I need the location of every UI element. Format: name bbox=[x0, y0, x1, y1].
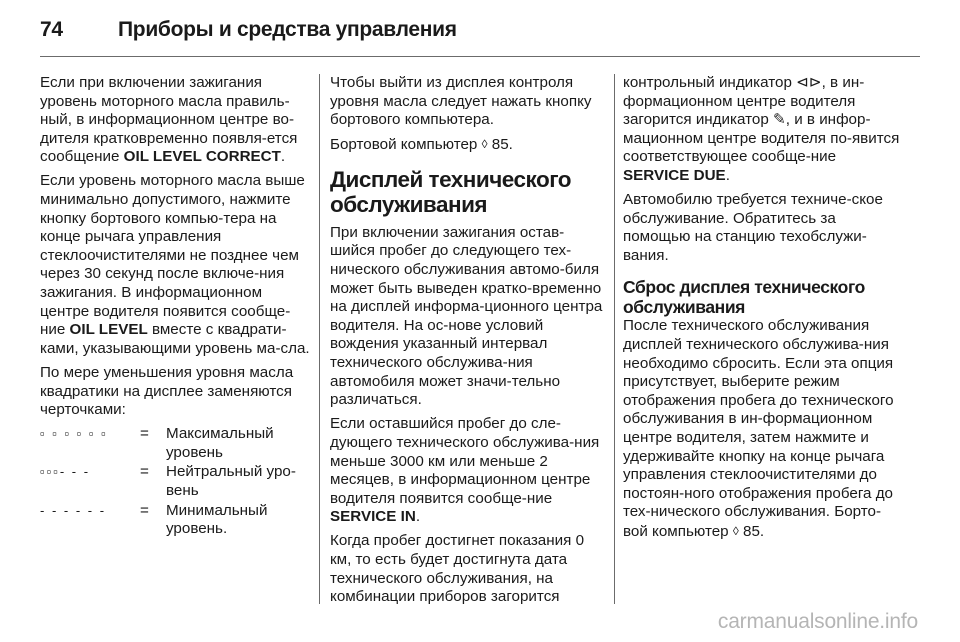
oil-level-paragraph: Если уровень моторного масла выше минимально допустимого, нажмите кнопку бортового компью-тера на конце рычага управления стеклоочистителями не позднее чем через 30 секунд после включе-ния зажигания. В информационном центре водителя появится сообще-ние OIL LEVEL вместе с квадрати-ками, указывающими уровень ма-сла. bbox=[40, 172, 310, 357]
mileage-zero-paragraph: Когда пробег достигнет показания 0 км, то есть будет достигнута дата технического обслуживания, на комбинации приборов загорится bbox=[330, 532, 585, 606]
column-1 bbox=[40, 74, 310, 540]
oil-level-correct-message: OIL LEVEL CORRECT bbox=[123, 148, 281, 166]
board-computer-reference: Бортовой компьютер ◊ 85. bbox=[330, 136, 513, 154]
legend-symbol: - - - - - - bbox=[40, 502, 107, 518]
legend-description: Нейтральный уро-вень bbox=[166, 463, 296, 499]
watermark: carmanualsonline.info bbox=[717, 610, 918, 633]
column-divider-1 bbox=[319, 74, 320, 604]
section-heading-reset: Сброс дисплея технического обслуживания bbox=[623, 277, 865, 318]
legend-row: ▫ ▫ ▫ ▫ ▫ ▫ = Максимальный уровень bbox=[40, 425, 310, 462]
page-reference-icon: ◊ bbox=[481, 137, 488, 152]
oil-level-legend bbox=[40, 425, 310, 539]
service-in-message: SERVICE IN bbox=[330, 508, 416, 526]
exit-display-paragraph: Чтобы выйти из дисплея контроля уровня масла следует нажать кнопку бортового компьютера. bbox=[330, 74, 592, 129]
header-divider bbox=[40, 56, 920, 57]
page-number: 74 bbox=[40, 18, 63, 41]
legend-symbol: ▫▫▫- - - bbox=[40, 464, 91, 480]
service-due-paragraph: контрольный индикатор ⊲⊳, в ин-формационном центре водителя загорится индикатор ✎, и в инфор-мационном центре водителя по-явится соответствующее сообще-ние SERVICE DUE. bbox=[623, 74, 900, 184]
section-heading-service-display: Дисплей технического обслуживания bbox=[330, 166, 572, 217]
service-due-message: SERVICE DUE bbox=[623, 166, 726, 184]
service-in-paragraph: Если оставшийся пробег до сле-дующего технического обслужива-ния меньше 3000 км или меньше 2 месяцев, в информационном центре водителя появится сообще-ние SERVICE IN. bbox=[330, 415, 600, 526]
service-indicator-icon: ⊲⊳ bbox=[796, 74, 822, 91]
page-title: Приборы и средства управления bbox=[118, 18, 457, 41]
oil-level-correct-paragraph: Если при включении зажигания уровень моторного масла правиль-ный, в информационном центре во-дителя кратковременно появля-ется сообщение OIL LEVEL CORRECT. bbox=[40, 74, 298, 166]
column-divider-2 bbox=[614, 74, 615, 604]
legend-row: ▫▫▫- - - = Нейтральный уро-вень bbox=[40, 463, 310, 500]
legend-row: - - - - - - = Минимальный уровень. bbox=[40, 502, 310, 539]
service-required-paragraph: Автомобилю требуется техниче-ское обслуживание. Обратитесь за помощью на станцию техобслужи-вания. bbox=[623, 191, 883, 264]
oil-level-message: OIL LEVEL bbox=[69, 321, 148, 339]
service-display-paragraph: При включении зажигания остав-шийся пробег до следующего тех-нического обслуживания автомо-биля может быть выведен кратко-временно на дисплей информа-ционного центра водителя. На ос-нове условий вождения указанный интервал технического обслужива-ния автомобиля может значи-тельно различаться. bbox=[330, 223, 603, 409]
reset-paragraph: После технического обслуживания дисплей технического обслужива-ния необходимо сбросить. Если эта опция присутствует, выберите режим отображения пробега до технического обслуживания в ин-формационном центре водителя, затем нажмите и удерживайте кнопку на конце рычага управления стеклоочистителями до постоян-ного отображения пробега до тех-нического обслуживания. Борто-вой компьютер ◊ 85. bbox=[623, 317, 894, 540]
page-header bbox=[40, 14, 920, 58]
column-2 bbox=[330, 74, 606, 612]
wrench-icon: ✎ bbox=[773, 111, 786, 129]
column-3 bbox=[623, 74, 905, 547]
legend-description: Максимальный уровень bbox=[166, 425, 274, 461]
legend-symbol: ▫ ▫ ▫ ▫ ▫ ▫ bbox=[40, 426, 108, 442]
legend-description: Минимальный уровень. bbox=[166, 501, 268, 538]
page-reference-icon: ◊ bbox=[732, 523, 739, 538]
oil-level-decrease-paragraph: По мере уменьшения уровня масла квадратики на дисплее заменяются черточками: bbox=[40, 363, 294, 419]
